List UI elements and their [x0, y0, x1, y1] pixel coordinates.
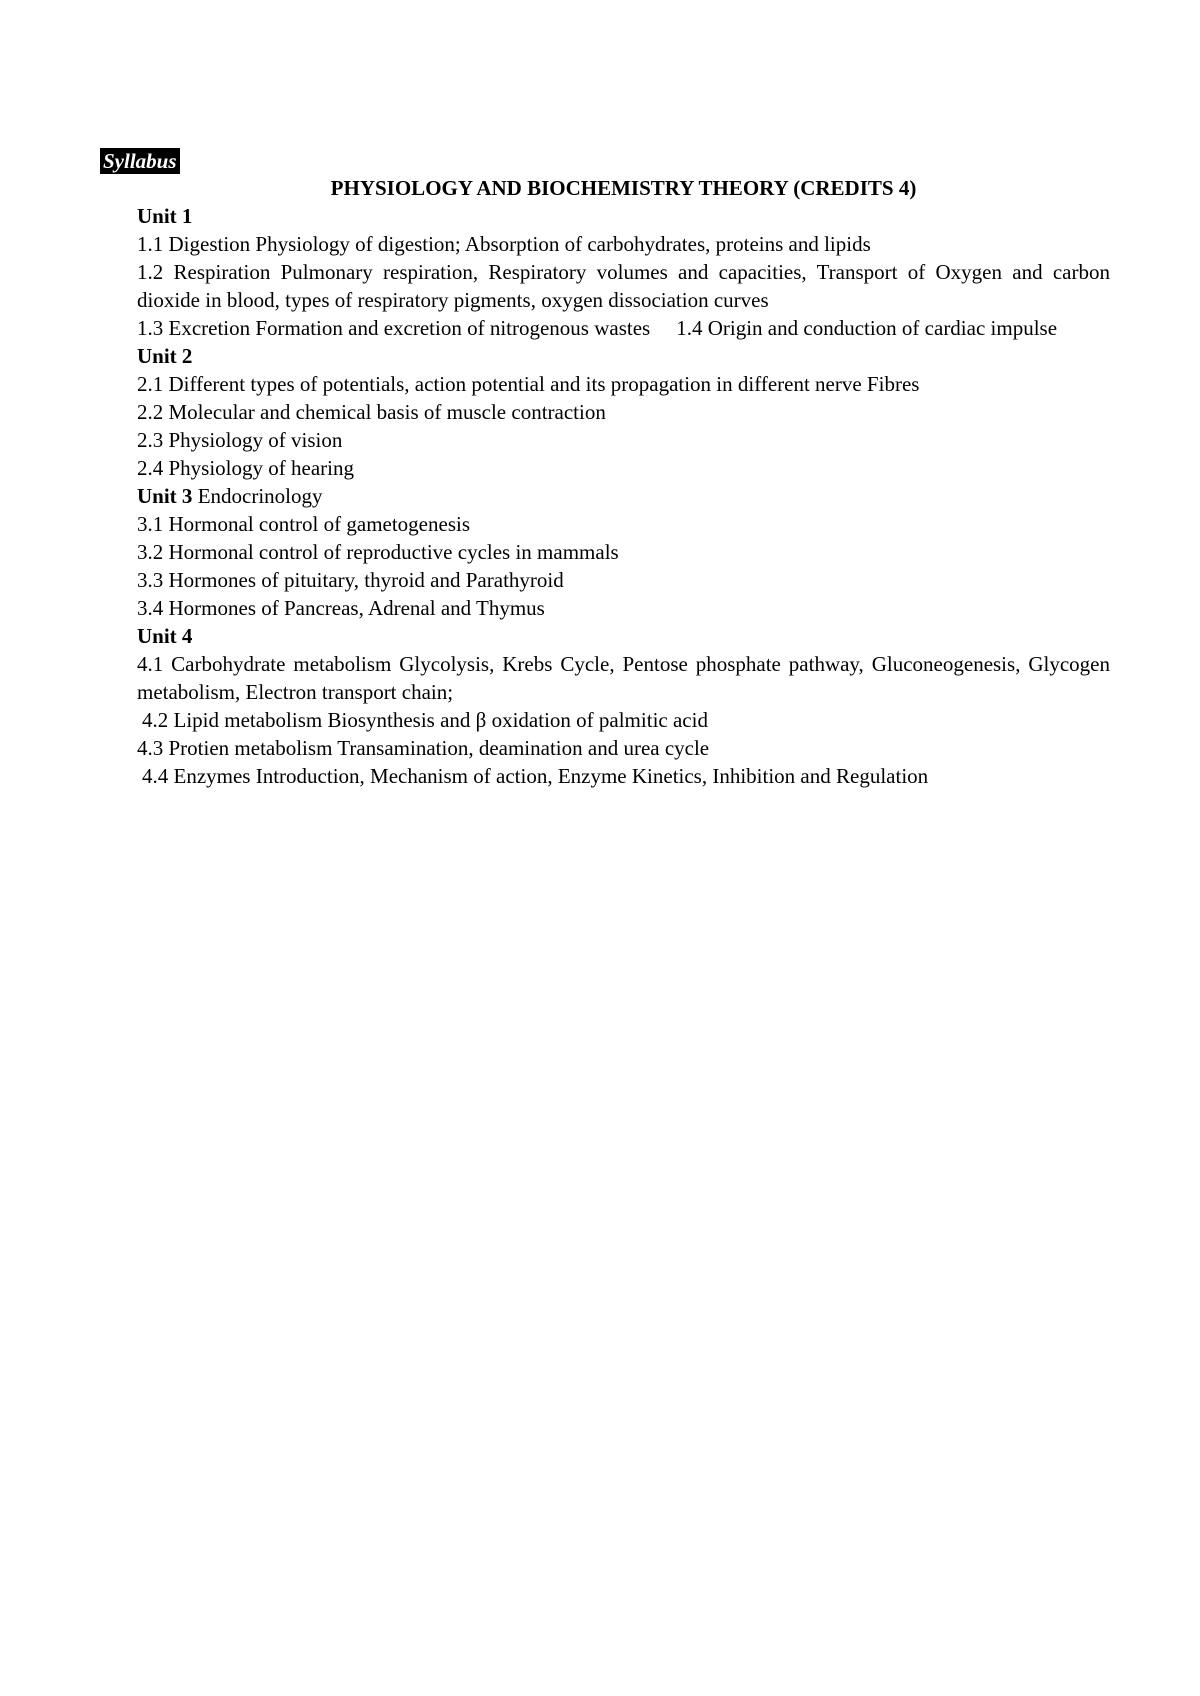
- unit-1-item-1: 1.1 Digestion Physiology of digestion; Absorption of carbohydrates, proteins and lipids: [137, 232, 871, 256]
- unit-2-heading: Unit 2: [137, 344, 193, 368]
- unit-3-subheading: Endocrinology: [197, 484, 323, 508]
- unit-4-heading: Unit 4: [137, 624, 193, 648]
- unit-2-item-2: 2.2 Molecular and chemical basis of muscle contraction: [137, 400, 606, 424]
- document-title: PHYSIOLOGY AND BIOCHEMISTRY THEORY (CREDITS 4): [330, 176, 917, 200]
- unit-3-item-2: 3.2 Hormonal control of reproductive cycles in mammals: [137, 540, 619, 564]
- unit-4-item-1: 4.1 Carbohydrate metabolism Glycolysis, Krebs Cycle, Pentose phosphate pathway, Gluconeogenesis, Glycogen metabolism, Electron transport chain;: [137, 652, 1110, 704]
- unit-3-item-3: 3.3 Hormones of pituitary, thyroid and Parathyroid: [137, 568, 564, 592]
- unit-3-heading-line: [137, 482, 1110, 510]
- unit-3-heading: Unit 3: [137, 484, 193, 508]
- unit-3-item-4: 3.4 Hormones of Pancreas, Adrenal and Thymus: [137, 596, 545, 620]
- unit-2-item-3: 2.3 Physiology of vision: [137, 428, 343, 452]
- unit-1-item-4: 1.4 Origin and conduction of cardiac impulse: [676, 316, 1058, 340]
- unit-1-item-3: 1.3 Excretion Formation and excretion of nitrogenous wastes: [137, 316, 651, 340]
- unit-4-item-3: 4.3 Protien metabolism Transamination, deamination and urea cycle: [137, 736, 710, 760]
- unit-4-item-2: 4.2 Lipid metabolism Biosynthesis and β oxidation of palmitic acid: [142, 708, 708, 732]
- unit-2-item-4: 2.4 Physiology of hearing: [137, 456, 354, 480]
- unit-3-item-1: 3.1 Hormonal control of gametogenesis: [137, 512, 471, 536]
- unit-2-item-1: 2.1 Different types of potentials, action potential and its propagation in different nerve Fibres: [137, 372, 920, 396]
- unit-1-items-3-4: [137, 314, 1110, 342]
- unit-1-heading: Unit 1: [137, 204, 193, 228]
- unit-1-item-2: 1.2 Respiration Pulmonary respiration, Respiratory volumes and capacities, Transport of Oxygen and carbon dioxide in blood, types of respiratory pigments, oxygen dissociation curves: [137, 260, 1110, 312]
- syllabus-content: [137, 174, 1110, 790]
- unit-4-item-4: 4.4 Enzymes Introduction, Mechanism of action, Enzyme Kinetics, Inhibition and Regulation: [142, 764, 929, 788]
- syllabus-tag: Syllabus: [100, 148, 180, 174]
